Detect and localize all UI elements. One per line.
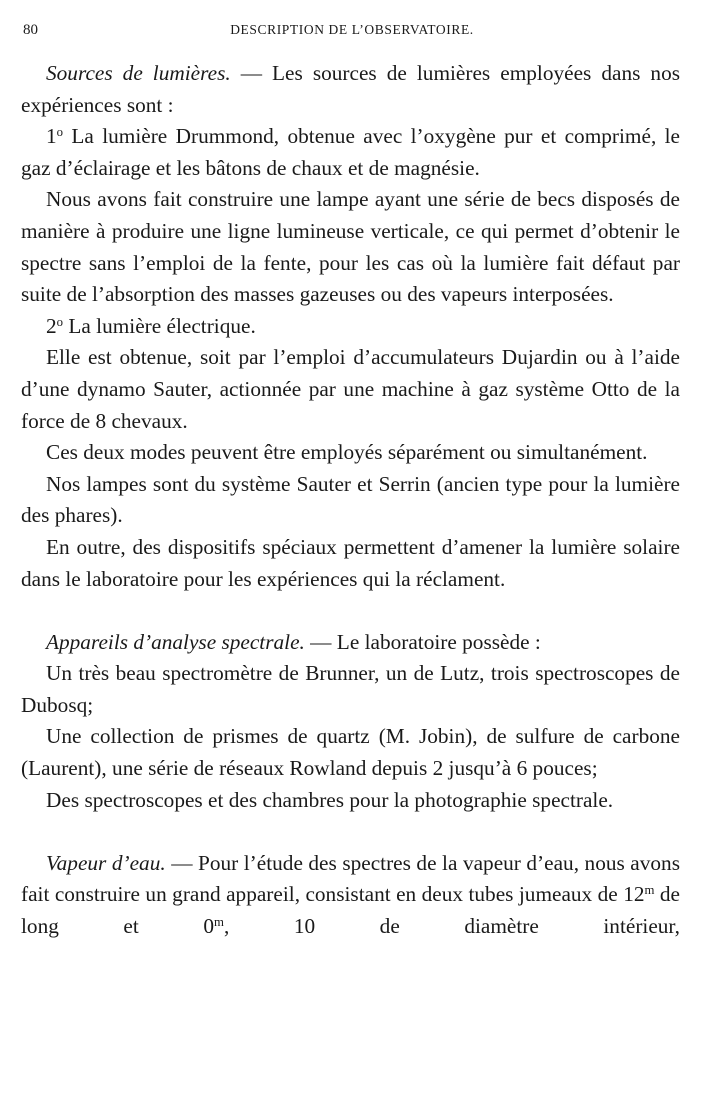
spectrometers-paragraph: Un très beau spectromètre de Brunner, un de Lutz, trois spectroscopes de Dubosq; — [21, 661, 680, 717]
page-number: 80 — [23, 22, 38, 38]
vapor-paragraph — [21, 848, 680, 943]
lamp-paragraph: Nous avons fait construire une lampe ayant une série de becs disposés de manière à produire une ligne lumineuse verticale, ce qui permet d’obtenir le spectre sans l’emploi de la fente, pour les cas où la lumière fait défaut par suite de l’absorption des masses gazeuses ou des vapeurs interposées. — [21, 187, 680, 307]
running-head-title: DESCRIPTION DE L’OBSERVATOIRE. — [230, 22, 474, 37]
item2-text: La lumière électrique. — [63, 313, 256, 338]
electric-paragraph: Elle est obtenue, soit par l’emploi d’accumulateurs Dujardin ou à l’aide d’une dynamo Sauter, actionnée par une machine à gaz système Otto de la force de 8 chevaux. — [21, 345, 680, 433]
drummond-paragraph — [21, 121, 680, 184]
vapor-unit-b: m — [214, 915, 224, 930]
vapor-unit-a: m — [644, 883, 655, 898]
prisms-paragraph: Une collection de prismes de quartz (M. Jobin), de sulfure de carbone (Laurent), une série de réseaux Rowland depuis 2 jusqu’à 6 pouces; — [21, 724, 680, 781]
sources-intro-paragraph — [21, 58, 680, 121]
sources-intro: — Les sources de lumières employées dans nos expériences sont : — [21, 61, 681, 117]
item1-number: 1 — [46, 124, 57, 149]
solar-paragraph: En outre, des dispositifs spéciaux permettent d’amener la lumière solaire dans le laboratoire pour les expériences qui la réclament. — [21, 534, 680, 591]
vapor-text-b: de long et 0 — [21, 882, 681, 939]
vapor-text-a: — Pour l’étude des spectres de la vapeur d’eau, nous avons fait construire un grand appareil, consistant en deux tubes jumeaux de 12 — [21, 850, 680, 907]
lamps-paragraph: Nos lampes sont du système Sauter et Serrin (ancien type pour la lumière des phares). — [21, 471, 680, 528]
apparatus-intro: — Le laboratoire possède : — [304, 629, 541, 654]
item1-text: La lumière Drummond, obtenue avec l’oxygène pur et comprimé, le gaz d’éclairage et les bâtons de chaux et de magnésie. — [21, 124, 680, 180]
apparatus-heading: Appareils d’analyse spectrale. — [46, 629, 305, 654]
modes-paragraph: Ces deux modes peuvent être employés séparément ou simultanément. — [46, 440, 648, 465]
photo-paragraph: Des spectroscopes et des chambres pour la photographie spectrale. — [46, 787, 614, 812]
item1-ordinal: o — [56, 125, 64, 140]
item2-number: 2 — [46, 313, 57, 338]
sources-heading: Sources de lumières. — [46, 61, 231, 85]
body-text — [21, 58, 680, 943]
running-head — [0, 22, 704, 42]
apparatus-intro-paragraph — [21, 627, 680, 659]
vapor-heading: Vapeur d’eau. — [46, 850, 166, 875]
electric-item-paragraph — [21, 311, 680, 343]
vapor-text-c: , 10 de diamètre intérieur, — [223, 914, 680, 939]
item2-ordinal: o — [56, 314, 64, 329]
